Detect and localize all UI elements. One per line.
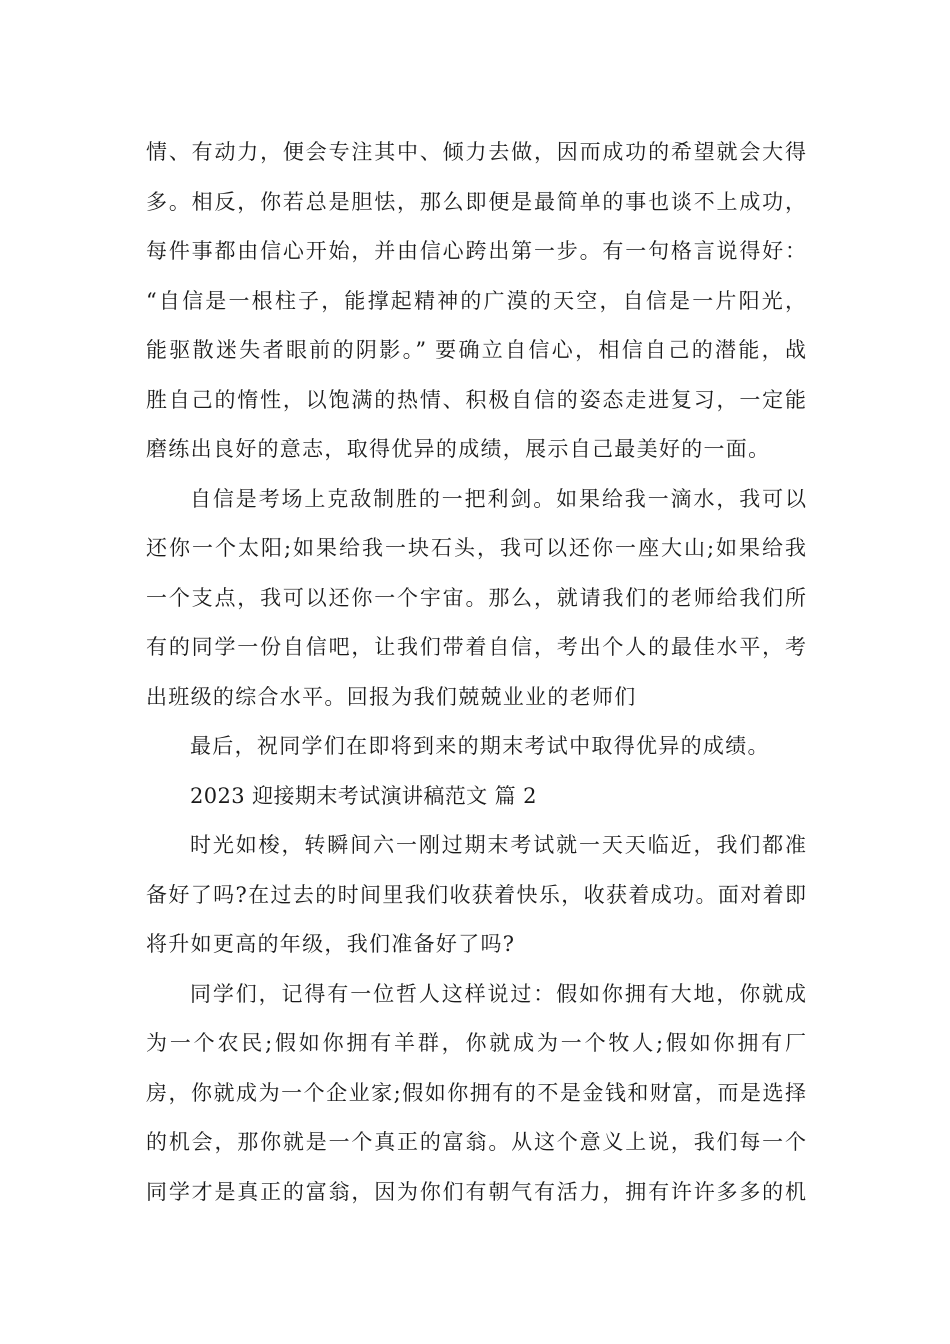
text-line: 有的同学一份自信吧，让我们带着自信，考出个人的最佳水平，考	[146, 635, 806, 659]
text-line: 一个支点，我可以还你一个宇宙。那么，就请我们的老师给我们所	[146, 585, 806, 610]
text-line: 出班级的综合水平。回报为我们兢兢业业的老师们	[146, 684, 637, 709]
document-body	[146, 132, 806, 1221]
text-line: 的机会，那你就是一个真正的富翁。从这个意义上说，我们每一个	[146, 1130, 806, 1154]
text-line: 每件事都由信心开始，并由信心跨出第一步。有一句格言说得好：	[146, 239, 806, 263]
text-line: 自信是考场上克敌制胜的一把利剑。如果给我一滴水，我可以	[190, 486, 806, 511]
text-line: 备好了吗?在过去的时间里我们收获着快乐，收获着成功。面对着即	[146, 882, 806, 907]
text-line: 磨练出良好的意志，取得优异的成绩，展示自己最美好的一面。	[146, 437, 771, 461]
text-line: 同学才是真正的富翁，因为你们有朝气有活力，拥有许许多多的机	[146, 1179, 806, 1204]
text-line: “自信是一根柱子，能撑起精神的广漠的天空，自信是一片阳光，	[146, 288, 806, 313]
section-heading: 2023 迎接期末考试演讲稿范文 篇 2	[190, 783, 537, 808]
text-line: 能驱散迷失者眼前的阴影。” 要确立自信心，相信自己的潜能，战	[146, 338, 806, 362]
text-line: 时光如梭，转瞬间六一刚过期末考试就一天天临近，我们都准	[190, 833, 806, 857]
text-line: 为一个农民;假如你拥有羊群，你就成为一个牧人;假如你拥有厂	[146, 1031, 806, 1055]
text-line: 情、有动力，便会专注其中、倾力去做，因而成功的希望就会大得	[146, 140, 806, 164]
text-line: 房，你就成为一个企业家;假如你拥有的不是金钱和财富，而是选择	[146, 1080, 806, 1105]
text-line: 最后，祝同学们在即将到来的期末考试中取得优异的成绩。	[190, 734, 770, 758]
text-line: 同学们，记得有一位哲人这样说过：假如你拥有大地，你就成	[190, 981, 806, 1006]
text-line: 还你一个太阳;如果给我一块石头，我可以还你一座大山;如果给我	[146, 536, 806, 560]
text-line: 多。相反，你若总是胆怯，那么即便是最简单的事也谈不上成功，	[146, 189, 806, 214]
text-line: 将升如更高的年级，我们准备好了吗?	[146, 932, 516, 956]
text-line: 胜自己的惰性，以饱满的热情、积极自信的姿态走进复习，一定能	[146, 387, 806, 412]
